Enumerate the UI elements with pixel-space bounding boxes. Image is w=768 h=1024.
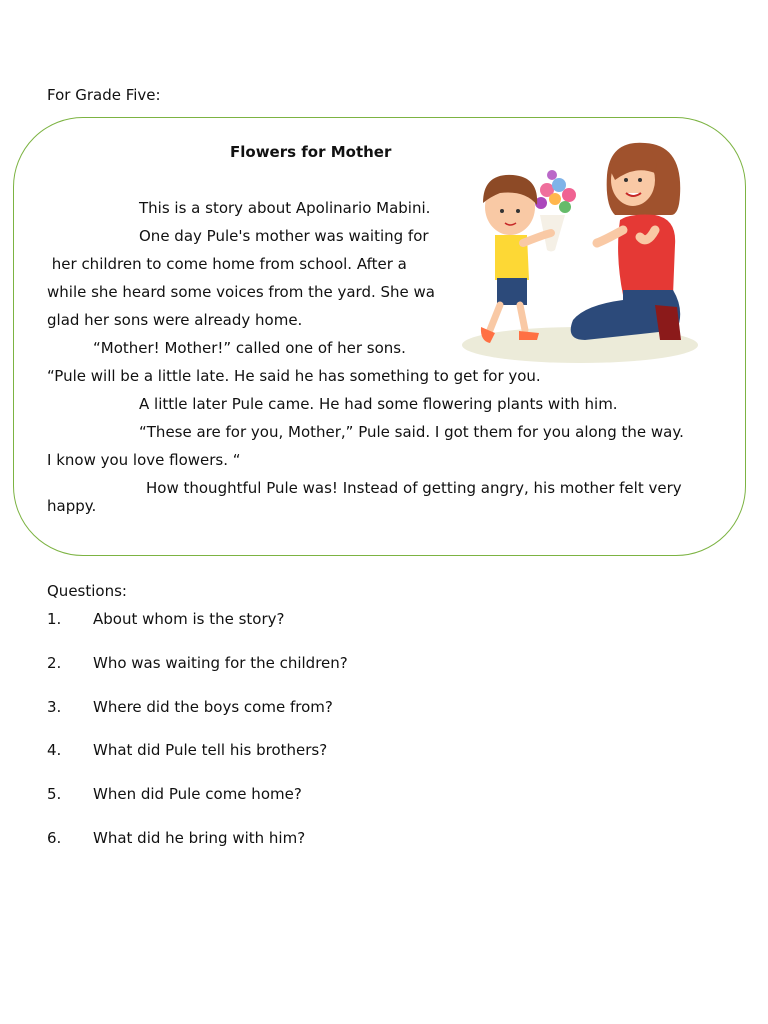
question-number: 3. xyxy=(47,698,62,716)
story-line-8: A little later Pule came. He had some flowering plants with him. xyxy=(139,395,618,413)
question-number: 5. xyxy=(47,785,62,803)
question-number: 1. xyxy=(47,610,62,628)
story-line-4: while she heard some voices from the yard. She wa xyxy=(47,283,436,301)
question-text: What did Pule tell his brothers? xyxy=(93,741,328,759)
story-line-10: I know you love flowers. “ xyxy=(47,451,241,469)
question-number: 2. xyxy=(47,654,62,672)
story-line-1: This is a story about Apolinario Mabini. xyxy=(139,199,431,217)
grade-label: For Grade Five: xyxy=(47,86,161,104)
question-text: When did Pule come home? xyxy=(93,785,302,803)
story-title: Flowers for Mother xyxy=(230,143,392,161)
question-number: 6. xyxy=(47,829,62,847)
story-line-7: “Pule will be a little late. He said he has something to get for you. xyxy=(47,367,541,385)
questions-label: Questions: xyxy=(47,582,127,600)
story-line-9: “These are for you, Mother,” Pule said. I got them for you along the way. xyxy=(139,423,684,441)
story-line-5: glad her sons were already home. xyxy=(47,311,303,329)
story-line-2: One day Pule's mother was waiting for xyxy=(139,227,429,245)
question-text: Where did the boys come from? xyxy=(93,698,333,716)
question-text: About whom is the story? xyxy=(93,610,285,628)
question-number: 4. xyxy=(47,741,62,759)
story-line-3: her children to come home from school. After a xyxy=(47,255,407,273)
story-line-12: happy. xyxy=(47,497,97,515)
question-text: What did he bring with him? xyxy=(93,829,306,847)
story-line-11: How thoughtful Pule was! Instead of getting angry, his mother felt very xyxy=(146,479,682,497)
question-text: Who was waiting for the children? xyxy=(93,654,348,672)
story-line-6: “Mother! Mother!” called one of her sons. xyxy=(93,339,406,357)
boy-giving-flowers-to-mother-illustration xyxy=(455,135,705,375)
